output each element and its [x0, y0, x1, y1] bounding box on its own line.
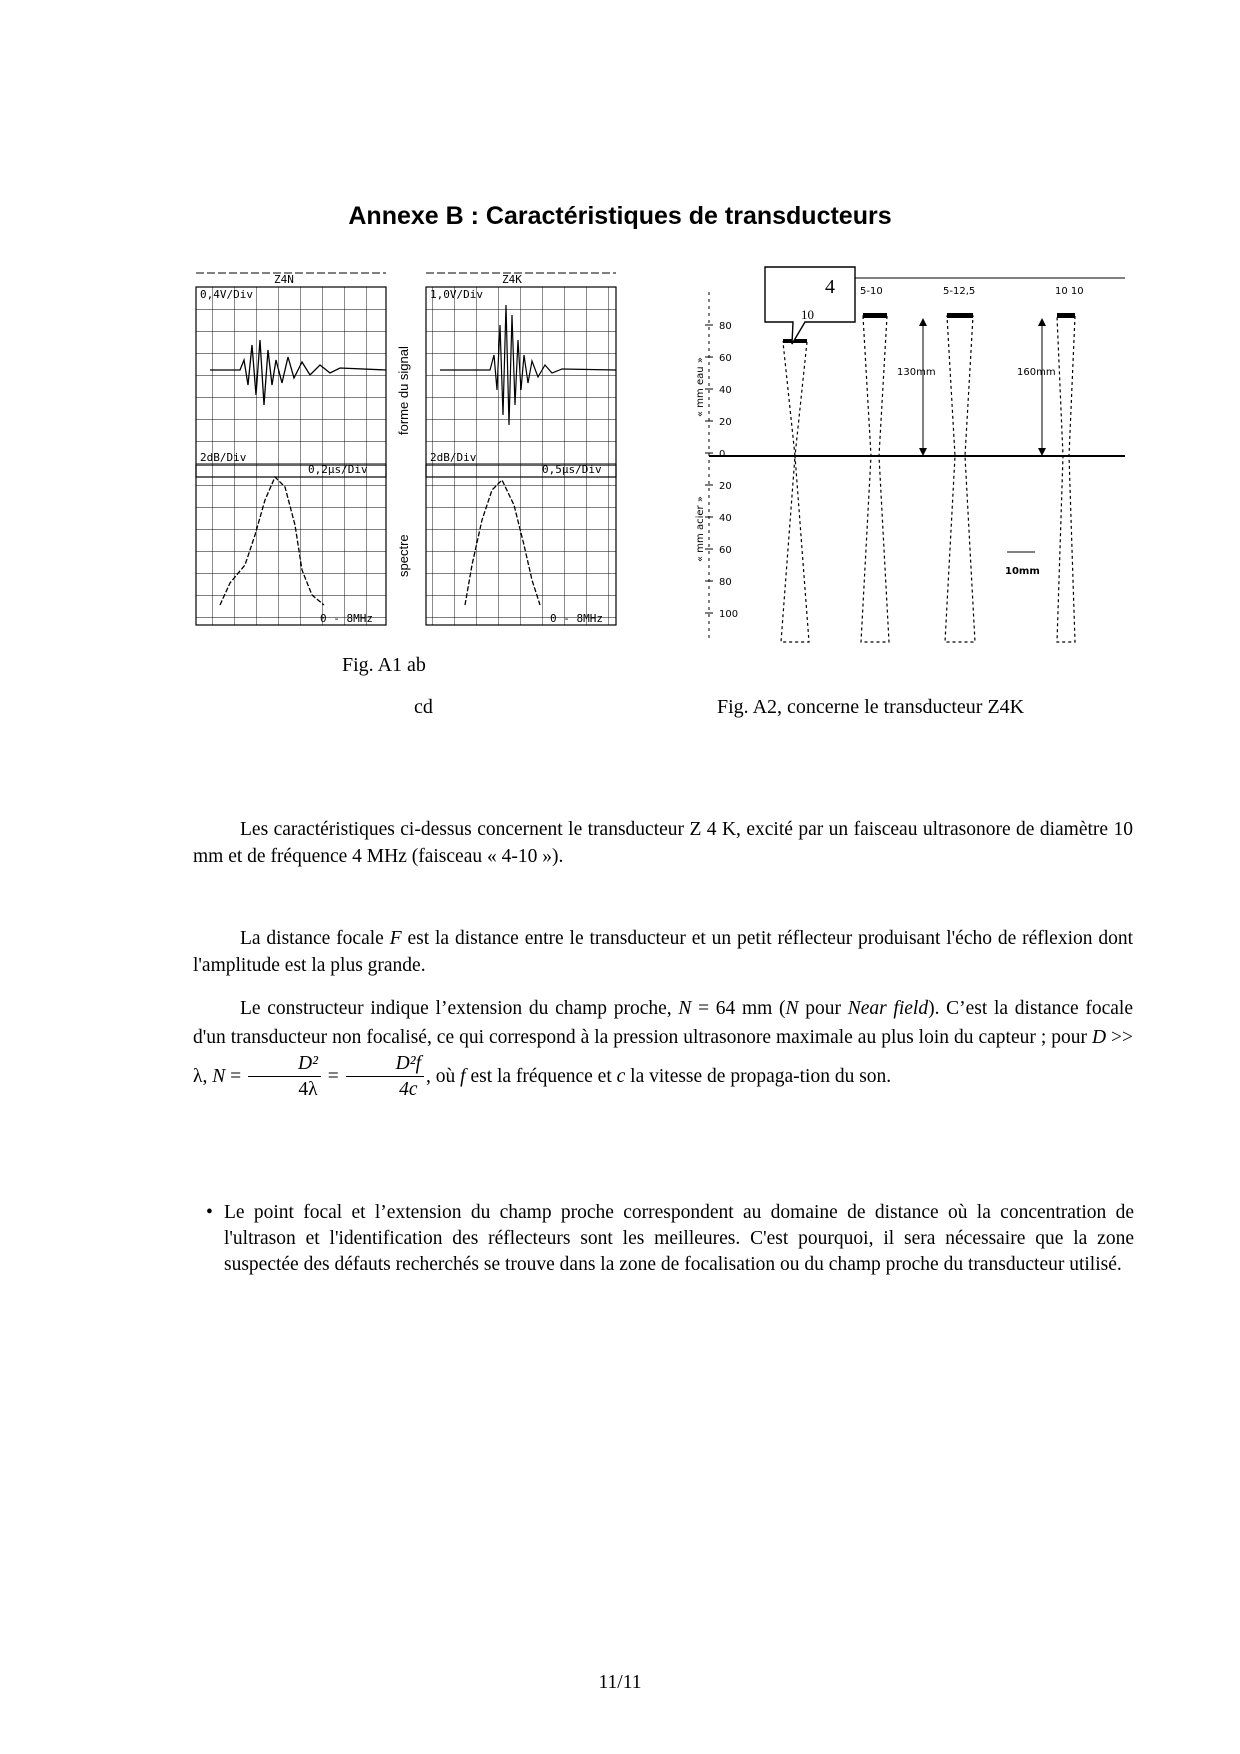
distance-160: 160mm: [1017, 367, 1056, 378]
caption-a1-line1: Fig. A1 ab: [342, 654, 426, 676]
panel-d-freq: 0 - 8MHz: [550, 612, 603, 625]
paragraph-1: Les caractéristiques ci-dessus concernent le transducteur Z 4 K, excité par un faisceau ultrasonore de diamètre 10 mm et de fréquence 4 MHz (faisceau « 4-10 »).: [193, 819, 1133, 867]
y-tick-label: 80: [719, 577, 732, 588]
beam-label-5-10: 5-10: [860, 286, 883, 297]
y-tick-label: 40: [719, 385, 732, 396]
panel-d-scale: 2dB/Div: [430, 451, 477, 464]
callout-value: 4: [825, 276, 835, 298]
beam-label-10-10: 10 10: [1055, 286, 1084, 297]
label-signal: forme du signal: [396, 346, 411, 435]
figure-a1-drawing: [190, 265, 630, 640]
caption-a2: Fig. A2, concerne le transducteur Z4K: [717, 696, 1025, 718]
panel-c: [196, 451, 386, 625]
label-spectre: spectre: [396, 534, 411, 577]
panel-b-name: Z4K: [502, 273, 522, 286]
figure-a2: [695, 262, 1130, 652]
panel-a-scale: 0,4V/Div: [200, 288, 253, 301]
y-axis: [695, 292, 738, 642]
panel-d: [426, 451, 616, 625]
page-title: Annexe B : Caractéristiques de transducteurs: [348, 202, 892, 230]
bullet-symbol: •: [206, 1202, 213, 1223]
beam-4-10: [781, 339, 809, 642]
y-tick-label: 20: [719, 417, 732, 428]
paragraph-3: Le constructeur indique l’extension du champ proche, N = 64 mm (N pour Near field). C’est la distance focale d'un transducteur non focalisé, ce qui correspond à la pression ultrasonore maximale au plus loin du capteur ; pour D >> λ, N = $\frac{\text{D²}}{4\lambda}$ = $\frac{\text{D²f}}{4c}$ , où f est la fréquence et c la vitesse de propaga-tion du son.: [193, 994, 1133, 1103]
scale-bar: [1005, 552, 1040, 577]
panel-c-freq: 0 - 8MHz: [320, 612, 373, 625]
distance-130: 130mm: [897, 367, 936, 378]
y-tick-label: 20: [719, 481, 732, 492]
y-tick-label: 60: [719, 353, 732, 364]
y-tick-label: 100: [719, 609, 739, 620]
panel-a-name: Z4N: [274, 273, 294, 286]
panel-a: [196, 273, 386, 477]
y-tick-label: 40: [719, 513, 732, 524]
panel-c-scale: 2dB/Div: [200, 451, 247, 464]
panel-b: [426, 273, 616, 477]
figure-a2-drawing: [695, 262, 1130, 652]
figure-a1: [190, 265, 630, 640]
fraction-2: $\frac{\text{D²f}}{4c}$: [346, 1052, 424, 1103]
beam-10-10: [1017, 286, 1084, 642]
y-tick-label: 80: [719, 321, 732, 332]
callout-sub: 10: [801, 307, 814, 322]
axis-steel-label: « mm acier »: [695, 496, 706, 562]
callout: [765, 267, 855, 344]
y-tick-label: 60: [719, 545, 732, 556]
fraction-1: $\frac{\text{D²}}{4\lambda}$: [248, 1052, 321, 1103]
beam-5-10: [860, 286, 889, 642]
bullet-item: [206, 1200, 1134, 1278]
y-tick-label: 0: [719, 449, 726, 460]
page-number: 11/11: [598, 1672, 642, 1693]
bullet-text: Le point focal et l’extension du champ proche correspondent au domaine de distance où la concentration de l'ultrason et l'identification des réflecteurs sont les meilleures. C'est pourquoi, il sera nécessaire que la zone suspectée des défauts recherchés se trouve dans la zone de focalisation ou du champ proche du transducteur utilisé.: [224, 1202, 1134, 1275]
beam-label-5-12-5: 5-12,5: [943, 286, 976, 297]
caption-a1-line2: cd: [414, 696, 433, 718]
paragraph-2: La distance focale F est la distance entre le transducteur et un petit réflecteur produisant l'écho de réflexion dont l'amplitude est la plus grande.: [193, 928, 1134, 976]
axis-water-label: « mm eau »: [695, 357, 706, 417]
scale-label: 10mm: [1005, 566, 1040, 577]
beam-5-12-5: [897, 286, 975, 642]
panel-b-scale: 1,0V/Div: [430, 288, 483, 301]
